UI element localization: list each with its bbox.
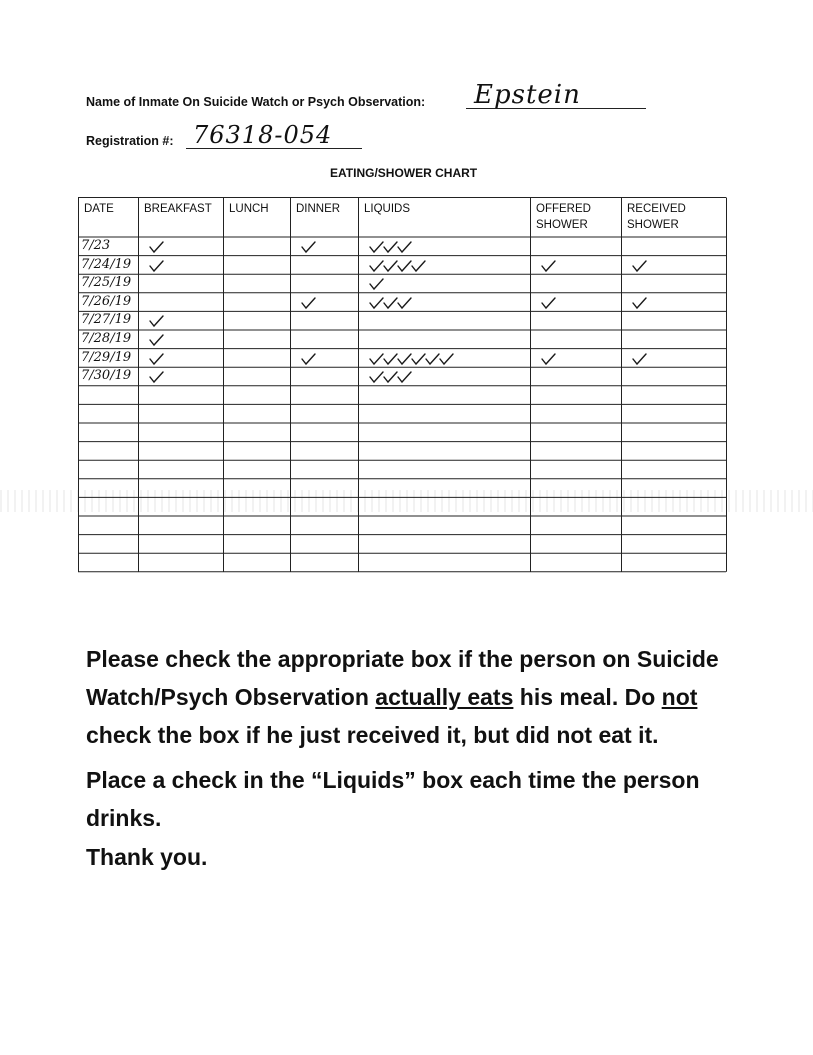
check-mark bbox=[384, 298, 397, 308]
check-mark bbox=[633, 261, 646, 271]
check-mark bbox=[302, 242, 315, 252]
check-mark bbox=[542, 354, 555, 364]
check-mark bbox=[150, 242, 163, 252]
received-check-cell bbox=[629, 295, 651, 316]
offered-check-cell bbox=[538, 351, 560, 372]
check-mark bbox=[412, 354, 425, 364]
check-mark bbox=[384, 372, 397, 382]
check-mark bbox=[302, 298, 315, 308]
date-cell: 7/24/19 bbox=[81, 256, 132, 272]
date-cell: 7/23 bbox=[81, 238, 111, 253]
check-mark bbox=[370, 242, 383, 252]
check-mark bbox=[398, 372, 411, 382]
registration-value: 76318-054 bbox=[193, 121, 333, 149]
check-mark bbox=[633, 354, 646, 364]
offered-check-cell bbox=[538, 258, 560, 279]
check-mark bbox=[426, 354, 439, 364]
check-mark bbox=[384, 242, 397, 252]
instruction-paragraph-2: Place a check in the “Liquids” box each time the person drinks. bbox=[86, 767, 700, 831]
liquids-check-cell bbox=[366, 295, 416, 316]
thank-you-text: Thank you. bbox=[86, 844, 208, 870]
offered-check-cell bbox=[538, 295, 560, 316]
received-check-cell bbox=[629, 351, 651, 372]
dinner-check-cell bbox=[298, 295, 320, 316]
breakfast-check-cell bbox=[146, 258, 168, 279]
dinner-check-cell bbox=[298, 351, 320, 372]
registration-line bbox=[86, 121, 333, 149]
date-cell: 7/26/19 bbox=[81, 293, 132, 309]
registration-label: Registration #: bbox=[86, 134, 174, 148]
check-mark bbox=[150, 335, 163, 345]
column-header-dinner: DINNER bbox=[296, 203, 341, 215]
check-mark bbox=[542, 298, 555, 308]
inmate-name-underline bbox=[466, 108, 646, 109]
check-mark bbox=[370, 354, 383, 364]
check-mark bbox=[542, 261, 555, 271]
check-mark bbox=[398, 242, 411, 252]
instruction-text-1b: his meal. Do bbox=[513, 684, 662, 710]
instructions-block bbox=[86, 640, 746, 871]
check-mark bbox=[370, 372, 383, 382]
inmate-name-label: Name of Inmate On Suicide Watch or Psych Observation: bbox=[86, 95, 426, 109]
column-header-date: DATE bbox=[84, 203, 114, 215]
date-cell: 7/27/19 bbox=[81, 312, 132, 328]
instruction-text-1c: check the box if he just received it, but did not eat it. bbox=[86, 722, 659, 748]
chart-title: EATING/SHOWER CHART bbox=[330, 166, 478, 180]
received-check-cell bbox=[629, 258, 651, 279]
check-mark bbox=[370, 279, 383, 289]
column-header-lunch: LUNCH bbox=[229, 203, 269, 215]
check-mark bbox=[150, 372, 163, 382]
breakfast-check-cell bbox=[146, 369, 168, 390]
check-mark bbox=[302, 354, 315, 364]
instruction-underlined-not: not bbox=[661, 684, 698, 710]
check-mark bbox=[150, 316, 163, 326]
liquids-check-cell bbox=[366, 369, 416, 390]
check-mark bbox=[370, 261, 383, 271]
check-mark bbox=[370, 298, 383, 308]
date-cell: 7/29/19 bbox=[81, 349, 132, 365]
registration-underline bbox=[186, 148, 362, 149]
column-header-liquids: LIQUIDS bbox=[364, 203, 411, 215]
date-cell: 7/25/19 bbox=[81, 275, 132, 291]
check-mark bbox=[384, 261, 397, 271]
date-cell: 7/30/19 bbox=[81, 368, 132, 384]
instruction-underlined-actually-eats: actually eats bbox=[375, 684, 514, 710]
column-header-breakfast: BREAKFAST bbox=[144, 203, 212, 215]
date-cell: 7/28/19 bbox=[81, 331, 132, 346]
inmate-name-value: Epstein bbox=[474, 80, 581, 110]
inmate-name-line bbox=[86, 80, 581, 110]
instruction-paragraph-1 bbox=[86, 640, 746, 754]
check-mark bbox=[150, 261, 163, 271]
check-mark bbox=[150, 354, 163, 364]
check-mark bbox=[440, 354, 453, 364]
check-mark bbox=[398, 354, 411, 364]
check-mark bbox=[398, 261, 411, 271]
dinner-check-cell bbox=[298, 239, 320, 260]
column-header-received: RECEIVED SHOWER bbox=[627, 203, 686, 231]
check-mark bbox=[412, 261, 425, 271]
check-mark bbox=[398, 298, 411, 308]
check-mark bbox=[384, 354, 397, 364]
instruction-text-1a: Please check the appropriate box if the person on Suicide Watch/Psych Observation bbox=[86, 646, 719, 710]
column-header-offered: OFFERED SHOWER bbox=[536, 203, 591, 231]
check-mark bbox=[633, 298, 646, 308]
eating-shower-table bbox=[78, 197, 728, 579]
